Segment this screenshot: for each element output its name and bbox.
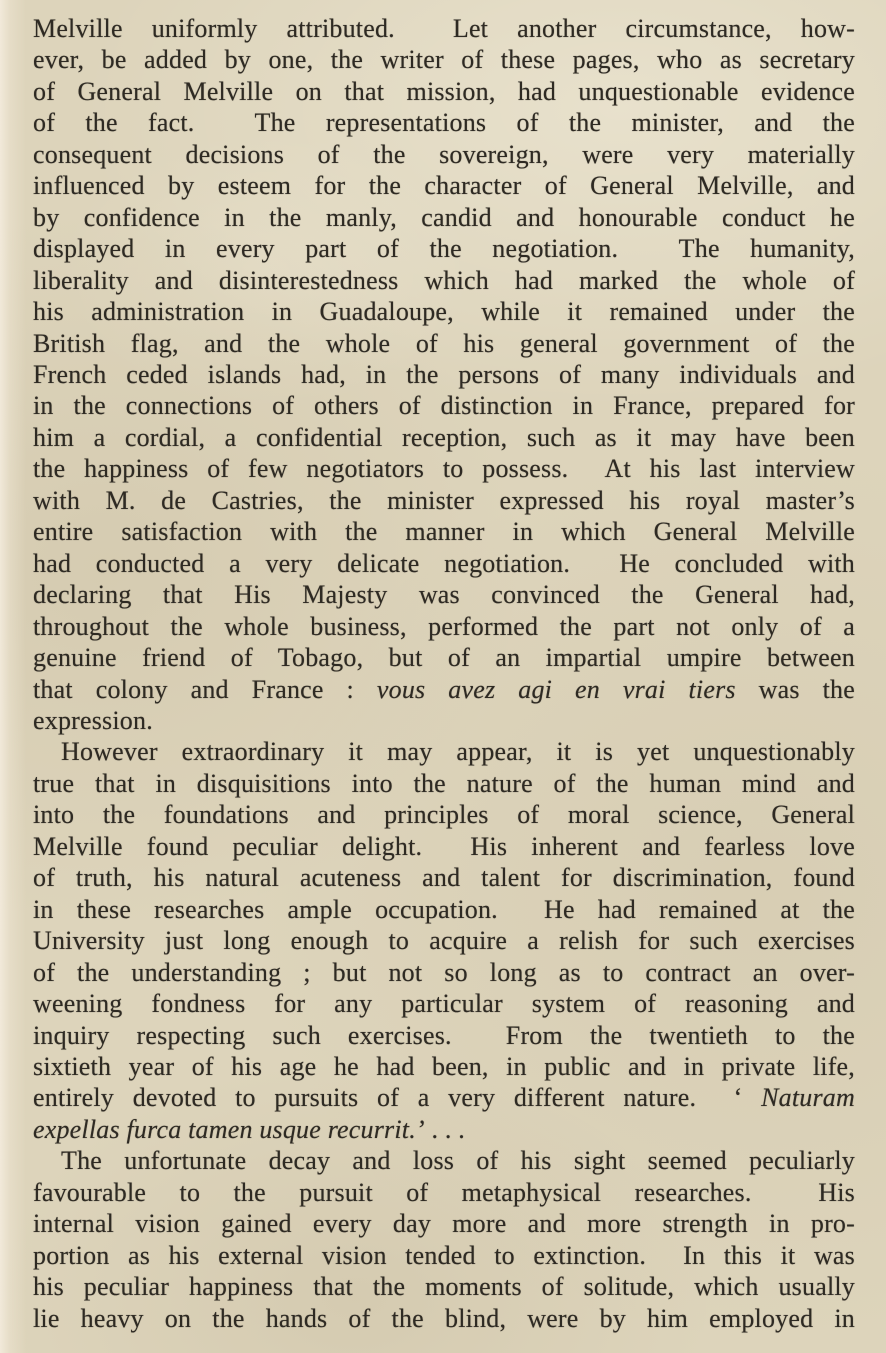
text-line [33,422,855,453]
text-run: British flag, and the whole of his general government of the [33,328,855,358]
text-line [33,1208,855,1239]
text-run: consequent decisions of the sovereign, were very materially [33,139,855,169]
text-run: into the foundations and principles of moral science, General [33,800,855,830]
text-run: throughout the whole business, performed the part not only of a [33,611,855,641]
text-line [33,233,855,264]
text-run: lie heavy on the hands of the blind, were by him employed in [33,1303,855,1333]
text-line [33,768,855,799]
text-line [33,44,855,75]
text-line [33,1240,855,1271]
text-run: expression. [33,705,153,735]
text-line [33,170,855,201]
text-line [33,516,855,547]
text-line [33,925,855,956]
text-run: had conducted a very delicate negotiation. He concluded with [33,548,855,578]
italic-phrase: expellas furca tamen usque recurrit.’ [33,1114,425,1144]
text-line [33,894,855,925]
text-run: . . . [424,1114,465,1144]
text-line [33,1177,855,1208]
text-line [33,107,855,138]
text-line [33,1145,855,1176]
text-line [33,453,855,484]
text-line [33,265,855,296]
text-run: Melville uniformly attributed. Let another circumstance, how- [33,14,855,43]
text-line [33,296,855,327]
text-run: was the [735,674,855,704]
text-run: French ceded islands had, in the persons of many individuals and [33,359,855,389]
text-line [33,1051,855,1082]
text-run: sixtieth year of his age he had been, in public and in private life, [33,1051,855,1081]
text-line [33,957,855,988]
text-line [33,485,855,516]
text-line [33,736,855,767]
text-line [33,1271,855,1302]
text-run: influenced by esteem for the character of General Melville, and [33,171,855,201]
text-run: genuine friend of Tobago, but of an impartial umpire between [33,643,855,673]
text-run: his administration in Guadaloupe, while it remained under the [33,297,855,327]
text-line [33,1303,855,1334]
text-line [33,1082,855,1113]
text-line [33,862,855,893]
text-run: that colony and France : [33,674,377,704]
text-run: by confidence in the manly, candid and honourable conduct he [33,202,855,232]
text-run: University just long enough to acquire a relish for such exercises [33,926,855,956]
text-run: of truth, his natural acuteness and talent for discrimination, found [33,863,855,893]
text-run: internal vision gained every day more and more strength in pro- [33,1209,855,1239]
text-run: inquiry respecting such exercises. From the twentieth to the [33,1020,855,1050]
text-line [33,705,855,736]
text-line [33,1114,855,1145]
text-line [33,611,855,642]
text-run: weening fondness for any particular system of reasoning and [33,989,855,1019]
text-run: The unfortunate decay and loss of his sight seemed peculiarly [61,1146,855,1176]
text-run: true that in disquisitions into the nature of the human mind and [33,768,855,798]
text-line [33,988,855,1019]
text-run: Melville found peculiar delight. His inherent and fearless love [33,831,855,861]
italic-phrase: vous avez agi en vrai tiers [376,674,736,704]
text-run: the happiness of few negotiators to possess. At his last interview [33,454,855,484]
text-run: of the fact. The representations of the minister, and the [33,108,855,138]
page-text [33,13,855,1334]
text-line [33,674,855,705]
text-run: in these researches ample occupation. He had remained at the [33,894,855,924]
text-run: ever, be added by one, the writer of these pages, who as secretary [33,45,855,75]
text-run: portion as his external vision tended to extinction. In this it was [33,1240,855,1270]
text-run: with M. de Castries, the minister expressed his royal master’s [33,485,855,515]
text-line [33,202,855,233]
text-line [33,359,855,390]
text-run: entirely devoted to pursuits of a very different nature. ‘ [33,1083,762,1113]
text-run: his peculiar happiness that the moments of solitude, which usually [33,1272,855,1302]
text-line [33,76,855,107]
text-line [33,548,855,579]
text-line [33,831,855,862]
text-run: displayed in every part of the negotiation. The humanity, [33,234,855,264]
text-run: of General Melville on that mission, had unquestionable evidence [33,76,855,106]
text-line [33,13,855,44]
text-run: in the connections of others of distinction in France, prepared for [33,391,855,421]
text-line [33,328,855,359]
text-line [33,390,855,421]
text-run: favourable to the pursuit of metaphysical researches. His [33,1177,855,1207]
text-run: liberality and disinterestedness which had marked the whole of [33,265,855,295]
text-line [33,1020,855,1051]
text-line [33,579,855,610]
text-run: However extraordinary it may appear, it is yet unquestionably [61,737,855,767]
italic-phrase: Naturam [761,1083,855,1113]
text-run: declaring that His Majesty was convinced the General had, [33,580,855,610]
text-run: him a cordial, a confidential reception, such as it may have been [33,422,855,452]
text-run: of the understanding ; but not so long as to contract an over- [33,957,855,987]
text-line [33,139,855,170]
text-line [33,799,855,830]
text-line [33,642,855,673]
text-run: entire satisfaction with the manner in which General Melville [33,517,855,547]
